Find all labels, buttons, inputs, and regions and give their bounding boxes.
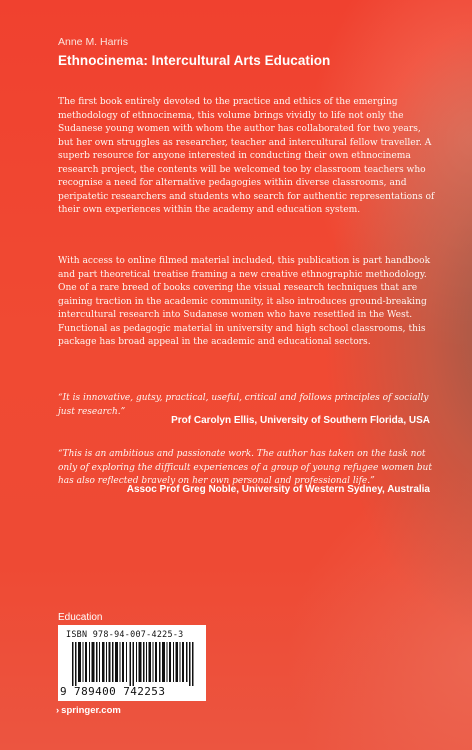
publisher-link[interactable] [56,705,121,716]
review-attribution-2: Assoc Prof Greg Noble, University of Western Sydney, Australia [126,484,430,495]
description-paragraph-2: With access to online filmed material included, this publication is part handbook and part theoretical treatise framing a new creative ethnographic methodology. One of a rare breed of books covering the visual research techniques that are gaining traction in the academic community, it also introduces ground-breaking intercultural research into Sudanese women who have resettled in the West. Functional as pedagogic material in university and high school classrooms, this package has broad appeal in the academic and educational sectors. [58,256,431,347]
author-name: Anne M. Harris [58,36,129,48]
publisher-label: springer.com [61,705,121,716]
isbn-label: ISBN 978-94-007-4225-3 [66,629,184,639]
barcode-digits: 9 789400 742253 [60,685,166,698]
subject-category: Education [58,612,103,623]
description-paragraph-1: The first book entirely devoted to the practice and ethics of the emerging methodology of ethnocinema, this volume brings vividly to life not only the Sudanese young women with whom the author has collaborated for two years, but her own struggles as researcher, teacher and intercultural fellow traveller. A superb resource for anyone interested in conducting their own ethnocinema research project, the contents will be welcomed too by classroom teachers who recognise a need for alternative pedagogies within diverse classrooms, and peripatetic researchers and students who search for authentic representations of their own experiences within the academy and education system. [58,97,435,215]
arrow-icon: › [56,705,60,716]
review-quote-2: “This is an ambitious and passionate work. The author has taken on the task not only of exploring the difficult experiences of a group of young refugee women but has also reflected bravely on her own personal and professional life.” [58,449,432,486]
review-quote-1: “It is innovative, gutsy, practical, useful, critical and follows principles of socially just research.” [58,393,429,417]
barcode-bars [72,642,194,686]
isbn-barcode [58,625,206,701]
book-title: Ethnocinema: Intercultural Arts Education [58,53,331,68]
review-attribution-1: Prof Carolyn Ellis, University of Southern Florida, USA [171,415,430,426]
